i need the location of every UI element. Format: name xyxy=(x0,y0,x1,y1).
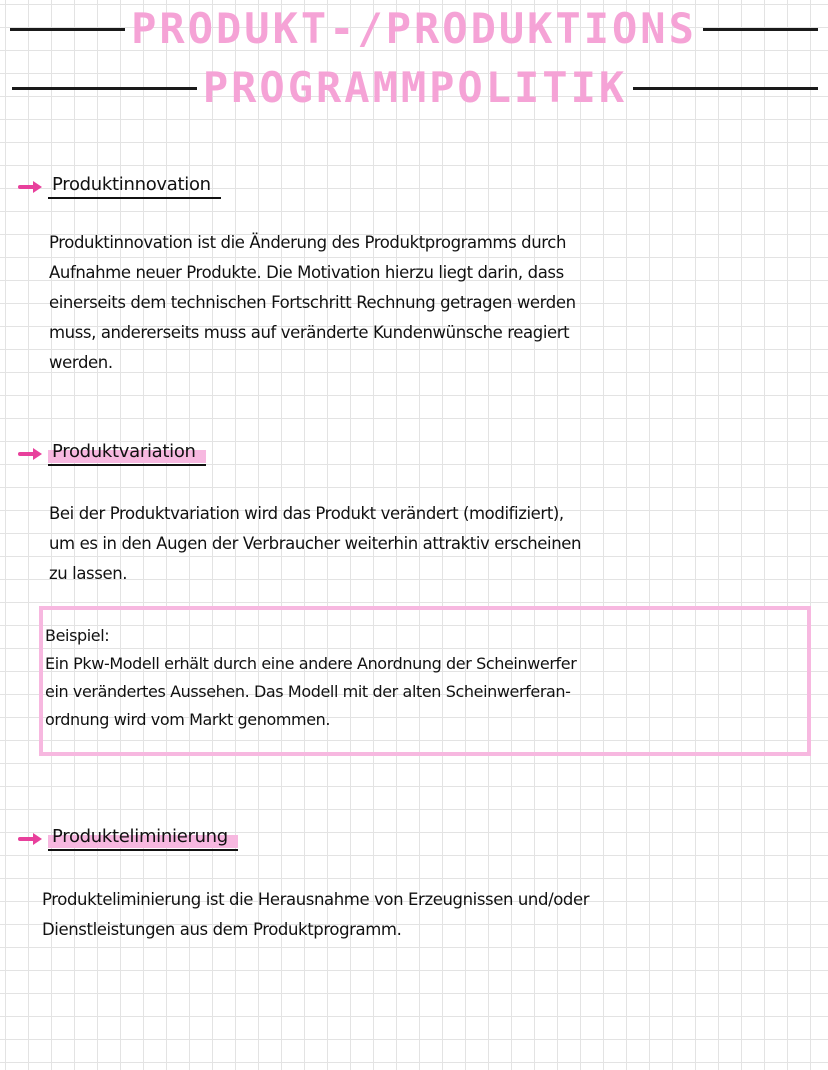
arrow-right-icon xyxy=(18,831,48,847)
section-heading: Produktvariation xyxy=(48,441,206,466)
title-rule-left xyxy=(10,28,125,31)
arrow-right-icon xyxy=(18,446,48,462)
text-line: Produktinnovation ist die Änderung des Produktprogramms durch xyxy=(49,233,567,252)
text-line: muss, andererseits muss auf veränderte Kundenwünsche reagiert xyxy=(49,323,570,342)
section-heading: Produkteliminierung xyxy=(48,826,238,851)
title-row-2 xyxy=(0,61,828,115)
section-produktvariation-header xyxy=(18,441,206,466)
section-produktinnovation-header xyxy=(18,174,221,199)
title-row-1 xyxy=(0,2,828,56)
text-line: Produkteliminierung ist die Herausnahme von Erzeugnissen und/oder xyxy=(42,890,590,909)
text-line: werden. xyxy=(49,353,113,372)
page-title-line-1: PRODUKT-/PRODUKTIONS xyxy=(131,4,697,53)
text-line: ein verändertes Aussehen. Das Modell mit der alten Scheinwerferan- xyxy=(45,682,571,701)
text-line: um es in den Augen der Verbraucher weiterhin attraktiv erscheinen xyxy=(49,534,582,553)
text-line: Dienstleistungen aus dem Produktprogramm. xyxy=(42,920,402,939)
text-line: Aufnahme neuer Produkte. Die Motivation hierzu liegt darin, dass xyxy=(49,263,564,282)
text-line: zu lassen. xyxy=(49,564,128,583)
title-rule-right xyxy=(633,87,818,90)
section-produktvariation-text xyxy=(49,499,581,589)
example-label: Beispiel: xyxy=(45,626,110,645)
text-line: ordnung wird vom Markt genommen. xyxy=(45,710,331,729)
example-content xyxy=(45,622,576,734)
text-line: Bei der Produktvariation wird das Produkt verändert (modifiziert), xyxy=(49,504,564,523)
title-rule-right xyxy=(703,28,818,31)
page-title-line-2: PROGRAMMPOLITIK xyxy=(202,63,628,112)
text-line: Ein Pkw-Modell erhält durch eine andere Anordnung der Scheinwerfer xyxy=(45,654,577,673)
section-heading: Produktinnovation xyxy=(48,174,221,199)
arrow-right-icon xyxy=(18,179,48,195)
section-produkteliminierung-header xyxy=(18,826,238,851)
section-produktinnovation-text xyxy=(49,228,576,378)
title-rule-left xyxy=(12,87,197,90)
text-line: einerseits dem technischen Fortschritt Rechnung getragen werden xyxy=(49,293,576,312)
section-produkteliminierung-text xyxy=(42,885,589,945)
